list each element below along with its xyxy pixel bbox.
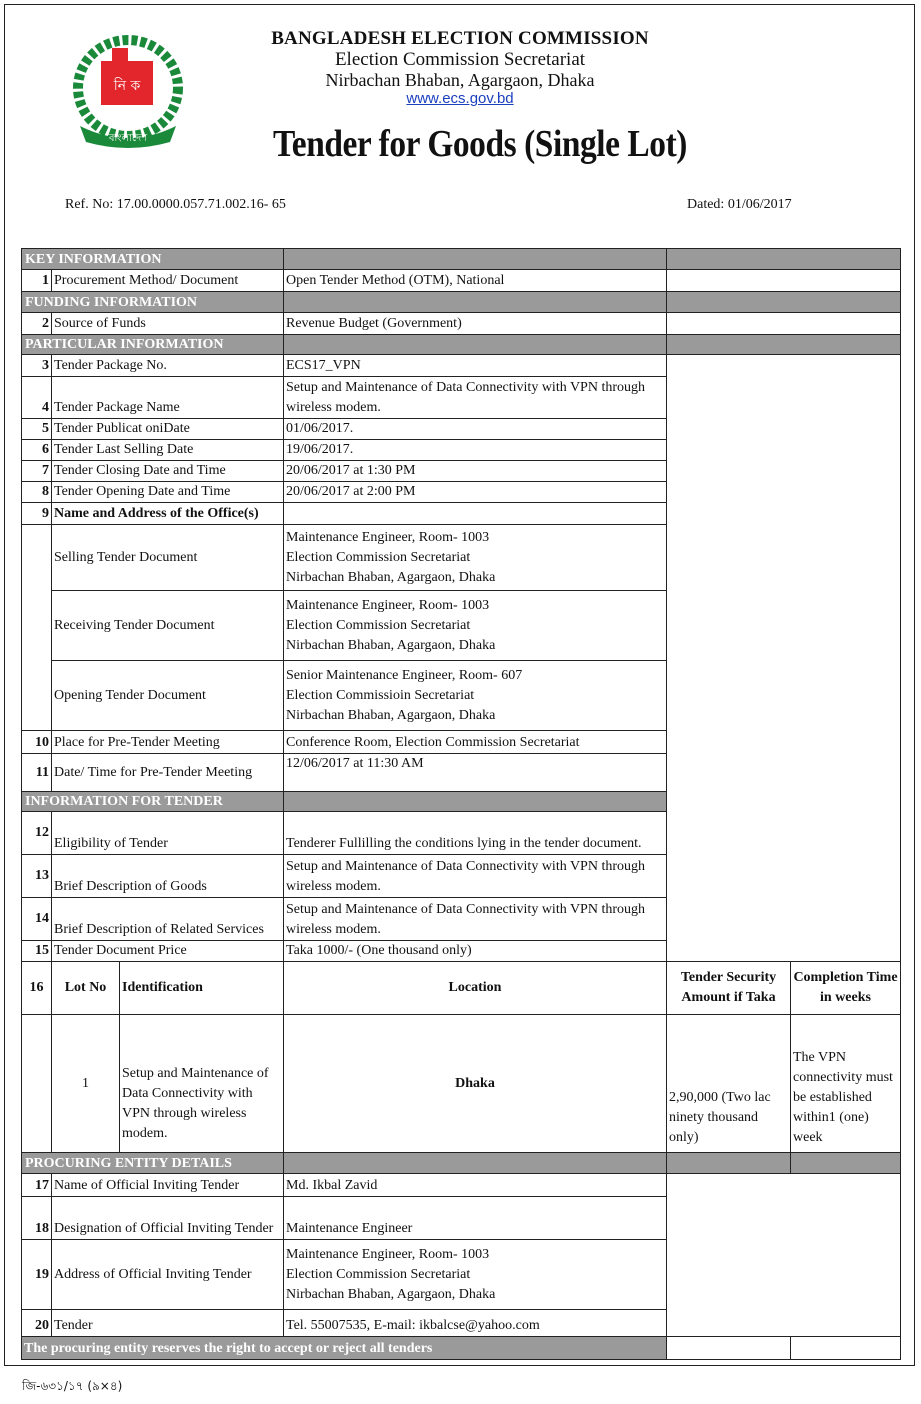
footer-note: The procuring entity reserves the right to accept or reject all tenders <box>22 1337 667 1360</box>
organization-header <box>220 28 700 108</box>
svg-text:বাংলাদেশ: বাংলাদেশ <box>108 133 148 144</box>
table-row: 15 Tender Document Price Taka 1000/- (One thousand only) <box>22 941 901 962</box>
website-link[interactable]: www.ecs.gov.bd <box>406 90 514 107</box>
org-address: Nirbachan Bhaban, Agargaon, Dhaka <box>325 70 595 90</box>
table-row: 11 Date/ Time for Pre-Tender Meeting 12/06/2017 at 11:30 AM <box>22 754 901 792</box>
document-date: Dated: 01/06/2017 <box>687 197 792 212</box>
table-row: 8 Tender Opening Date and Time 20/06/2017 at 2:00 PM <box>22 482 901 503</box>
table-row: 18 Designation of Official Inviting Tender Maintenance Engineer <box>22 1197 901 1240</box>
secretariat-name: Election Commission Secretariat <box>334 49 586 70</box>
reference-number: Ref. No: 17.00.0000.057.71.002.16- 65 <box>65 197 286 212</box>
table-row: Selling Tender Document Maintenance Engineer, Room- 1003 Election Commission Secretariat Nirbachan Bhaban, Agargaon, Dhaka <box>22 525 901 591</box>
table-row: 5 Tender Publicat oniDate 01/06/2017. <box>22 419 901 440</box>
table-row: 10 Place for Pre-Tender Meeting Conference Room, Election Commission Secretariat <box>22 731 901 754</box>
table-row: 7 Tender Closing Date and Time 20/06/2017 at 1:30 PM <box>22 461 901 482</box>
tender-table <box>21 248 901 1360</box>
table-row: 4 Tender Package Name Setup and Maintenance of Data Connectivity with VPN through wireless modem. <box>22 377 901 419</box>
table-row: 17 Name of Official Inviting Tender Md. Ikbal Zavid <box>22 1174 901 1197</box>
section-procuring-entity-details: PROCURING ENTITY DETAILS <box>22 1153 901 1174</box>
footer-note-row <box>22 1337 901 1360</box>
table-row: 9 Name and Address of the Office(s) <box>22 503 901 525</box>
table-row: Receiving Tender Document Maintenance Engineer, Room- 1003 Election Commission Secretariat Nirbachan Bhaban, Agargaon, Dhaka <box>22 591 901 661</box>
lot-row: 1 Setup and Maintenance of Data Connectivity with VPN through wireless modem. Dhaka 2,90,000 (Two lac ninety thousand only) The VPN connectivity must be established within1 (one) week <box>22 1015 901 1153</box>
table-row: 13 Brief Description of Goods Setup and Maintenance of Data Connectivity with VPN through wireless modem. <box>22 855 901 898</box>
lot-table-header: 16 Lot No Identification Location Tender Security Amount if Taka Completion Time in weeks <box>22 962 901 1015</box>
org-name: BANGLADESH ELECTION COMMISSION <box>271 28 649 49</box>
form-code: জি-৬৩১/১৭ (৯×৪) <box>22 1379 123 1393</box>
section-funding-information: FUNDING INFORMATION <box>22 292 901 313</box>
table-row: Opening Tender Document Senior Maintenance Engineer, Room- 607 Election Commissioin Secretariat Nirbachan Bhaban, Agargaon, Dhaka <box>22 661 901 731</box>
table-row: 6 Tender Last Selling Date 19/06/2017. <box>22 440 901 461</box>
table-row: 3 Tender Package No. ECS17_VPN <box>22 355 901 377</box>
svg-text:নি ক: নি ক <box>113 78 141 94</box>
section-information-for-tender: INFORMATION FOR TENDER <box>22 792 901 812</box>
table-row: 20 Tender Tel. 55007535, E-mail: ikbalcse@yahoo.com <box>22 1310 901 1337</box>
table-row: 14 Brief Description of Related Services Setup and Maintenance of Data Connectivity with VPN through wireless modem. <box>22 898 901 941</box>
section-key-information: KEY INFORMATION <box>22 249 901 270</box>
election-commission-logo <box>66 30 190 150</box>
table-row: 12 Eligibility of Tender Tenderer Fullilling the conditions lying in the tender document. <box>22 812 901 855</box>
table-row: 19 Address of Official Inviting Tender Maintenance Engineer, Room- 1003 Election Commission Secretariat Nirbachan Bhaban, Agargaon, Dhaka <box>22 1240 901 1310</box>
table-row: 1 Procurement Method/ Document Open Tender Method (OTM), National <box>22 270 901 292</box>
page-title: Tender for Goods (Single Lot) <box>273 123 687 165</box>
table-row: 2 Source of Funds Revenue Budget (Government) <box>22 313 901 335</box>
section-particular-information: PARTICULAR INFORMATION <box>22 335 901 355</box>
